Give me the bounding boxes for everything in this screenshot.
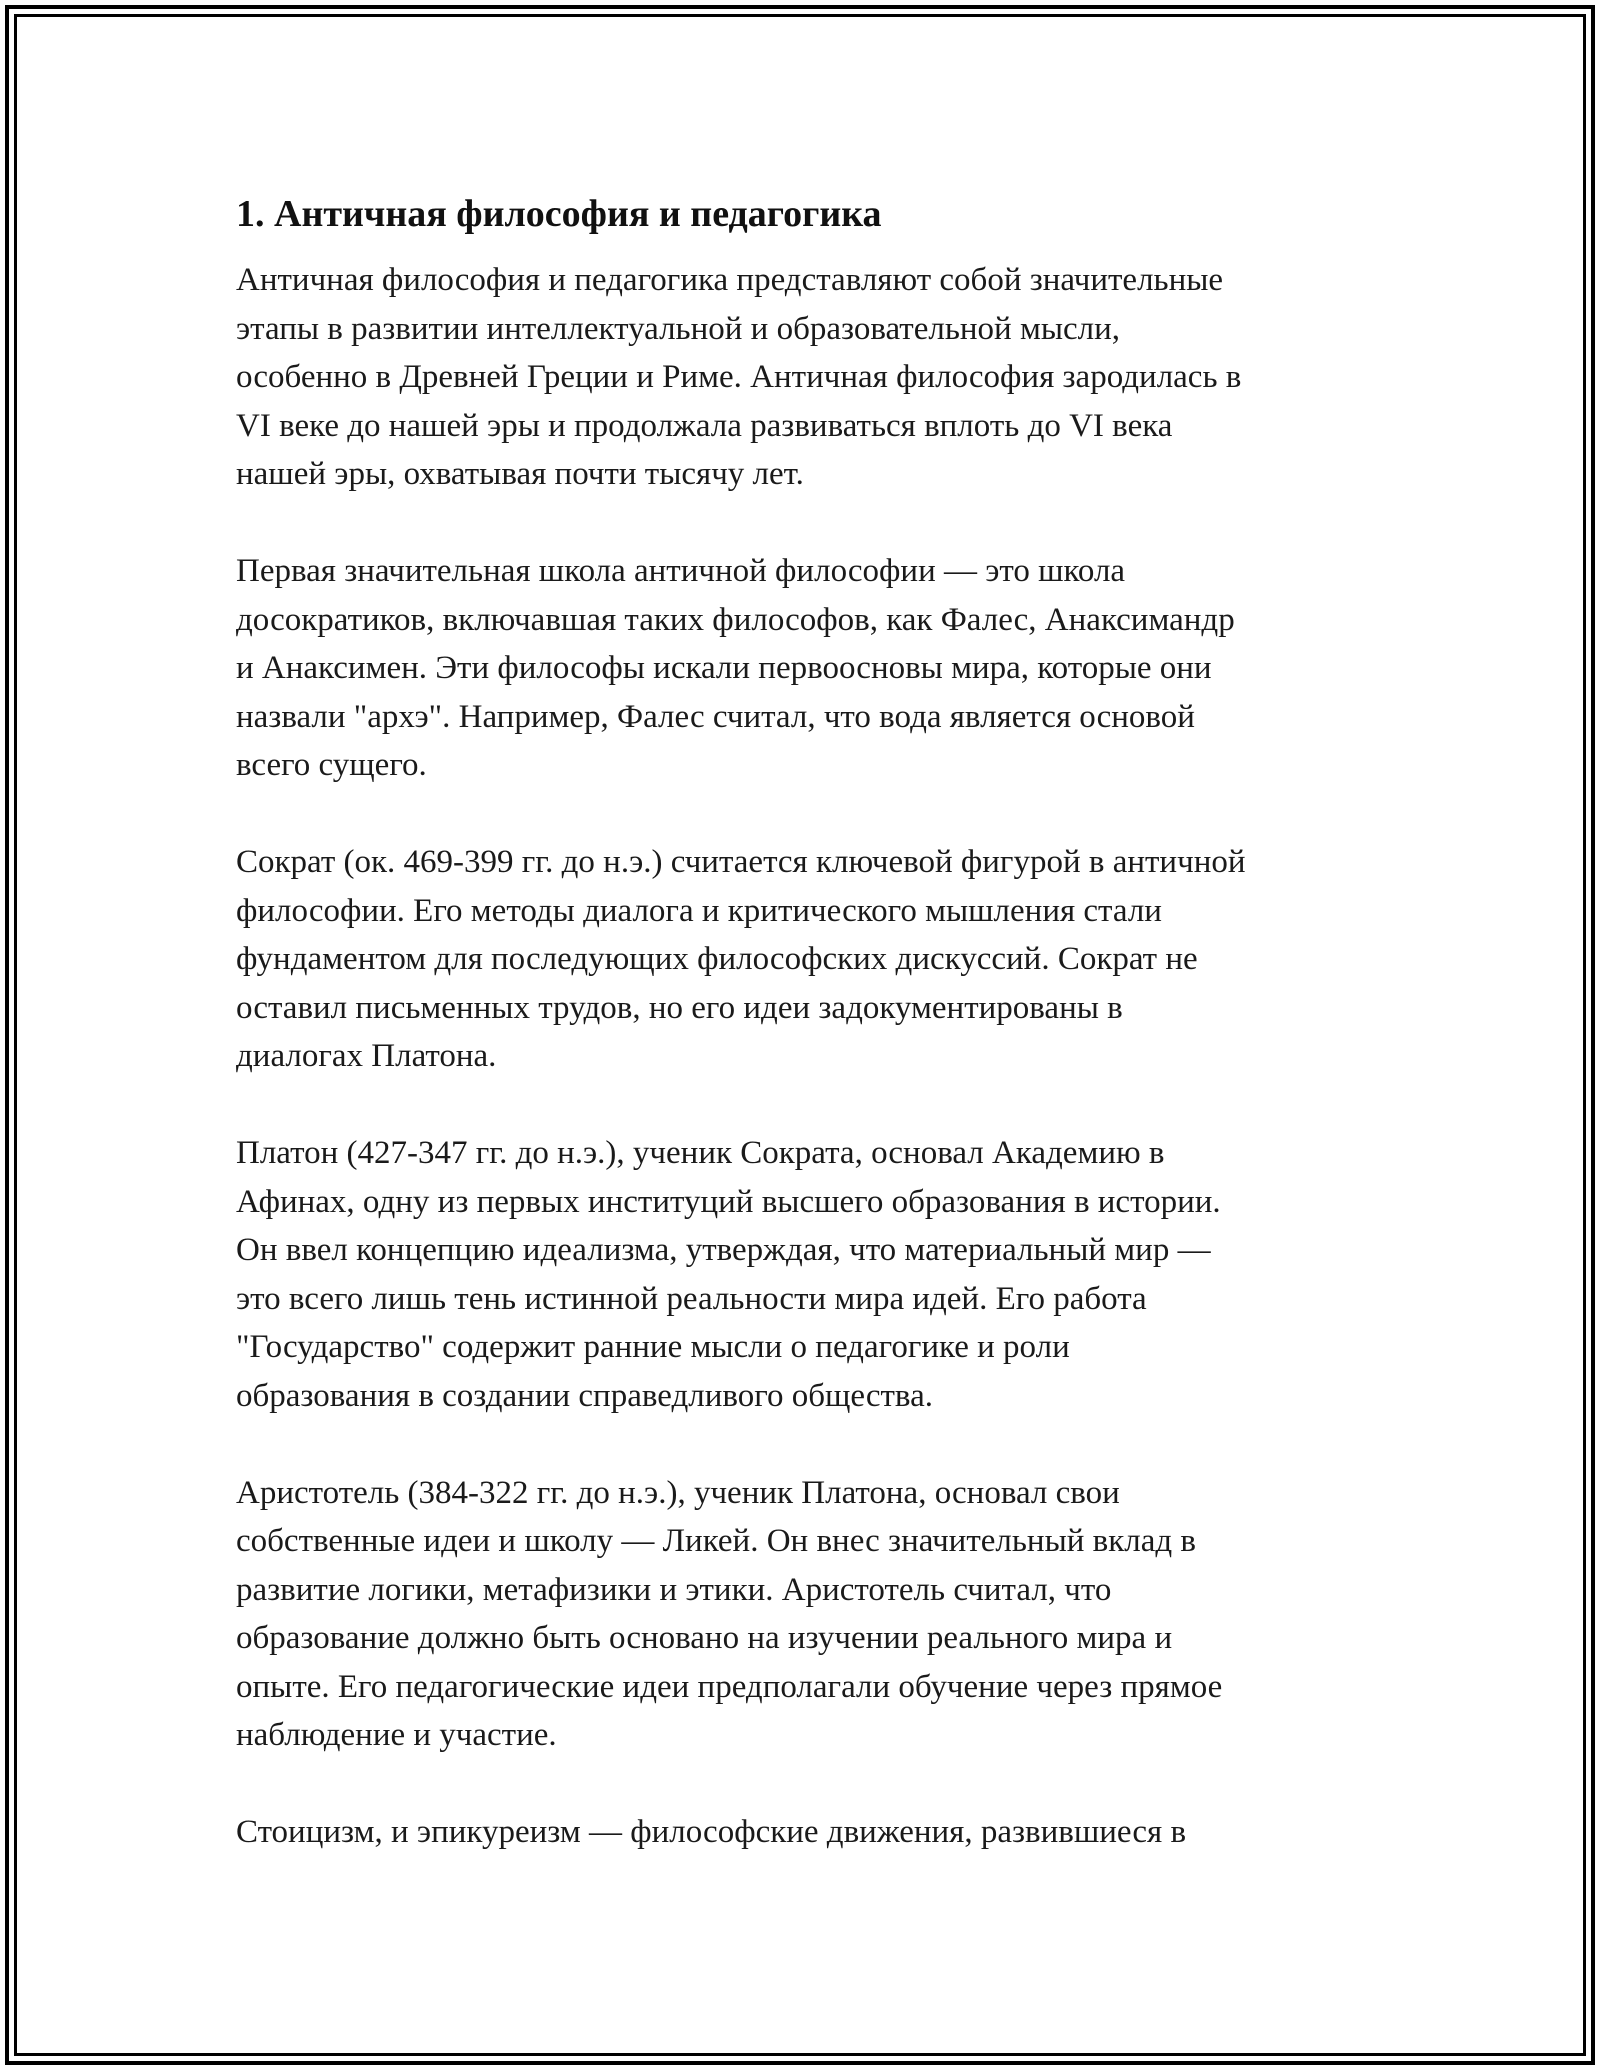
paragraph-plato	[236, 1129, 1366, 1420]
text-line: собственные идеи и школу — Ликей. Он внес значительный вклад в	[236, 1523, 1197, 1559]
text-line: философии. Его методы диалога и критического мышления стали	[236, 892, 1162, 929]
text-line: Первая значительная школа античной философии — это школа	[236, 553, 1126, 589]
text-line: всего сущего.	[236, 747, 427, 783]
text-line: "Государство" содержит ранние мысли о педагогике и роли	[236, 1329, 1070, 1365]
paragraph-presocratics	[236, 547, 1366, 790]
text-line: опыте. Его педагогические идеи предполагали обучение через прямое	[236, 1668, 1223, 1705]
text-line: Платон (427-347 гг. до н.э.), ученик Сократа, основал Академию в	[236, 1135, 1165, 1171]
text-line: диалогах Платона.	[236, 1038, 497, 1074]
text-line: назвали "архэ". Например, Фалес считал, что вода является основой	[236, 698, 1195, 735]
text-line: досократиков, включавшая таких философов, как Фалес, Анаксимандр	[236, 601, 1235, 638]
text-line: образования в создании справедливого общества.	[236, 1377, 933, 1414]
paragraph-intro	[236, 256, 1366, 499]
text-line: Стоицизм, и эпикуреизм — философские движения, развившиеся в	[236, 1814, 1187, 1850]
text-line: Античная философия и педагогика представляют собой значительные	[236, 262, 1224, 298]
text-line: Он ввел концепцию идеализма, утверждая, что материальный мир —	[236, 1232, 1211, 1268]
paragraph-aristotle	[236, 1469, 1366, 1760]
text-line: VI веке до нашей эры и продолжала развиваться вплоть до VI века	[236, 407, 1173, 444]
text-line: наблюдение и участие.	[236, 1717, 557, 1753]
text-line: развитие логики, метафизики и этики. Аристотель считал, что	[236, 1571, 1112, 1608]
text-line: фундаментом для последующих философских дискуссий. Сократ не	[236, 941, 1198, 977]
text-line: Аристотель (384-322 гг. до н.э.), ученик Платона, основал свои	[236, 1474, 1120, 1511]
text-line: и Анаксимен. Эти философы искали первоосновы мира, которые они	[236, 650, 1212, 686]
text-line: оставил письменных трудов, но его идеи задокументированы в	[236, 989, 1123, 1026]
text-line: образование должно быть основано на изучении реального мира и	[236, 1620, 1173, 1656]
text-line: особенно в Древней Греции и Риме. Античная философия зародилась в	[236, 359, 1242, 395]
text-line: Сократ (ок. 469-399 гг. до н.э.) считается ключевой фигурой в античной	[236, 844, 1246, 880]
section-heading: 1. Античная философия и педагогика	[236, 193, 882, 235]
text-line: нашей эры, охватывая почти тысячу лет.	[236, 456, 804, 492]
text-line: это всего лишь тень истинной реальности мира идей. Его работа	[236, 1280, 1147, 1317]
text-line: Афинах, одну из первых институций высшего образования в истории.	[236, 1183, 1221, 1220]
paragraph-socrates	[236, 838, 1366, 1081]
paragraph-stoicism	[236, 1808, 1366, 1857]
document-body	[236, 182, 1366, 1857]
text-line: этапы в развитии интеллектуальной и образовательной мысли,	[236, 310, 1121, 347]
